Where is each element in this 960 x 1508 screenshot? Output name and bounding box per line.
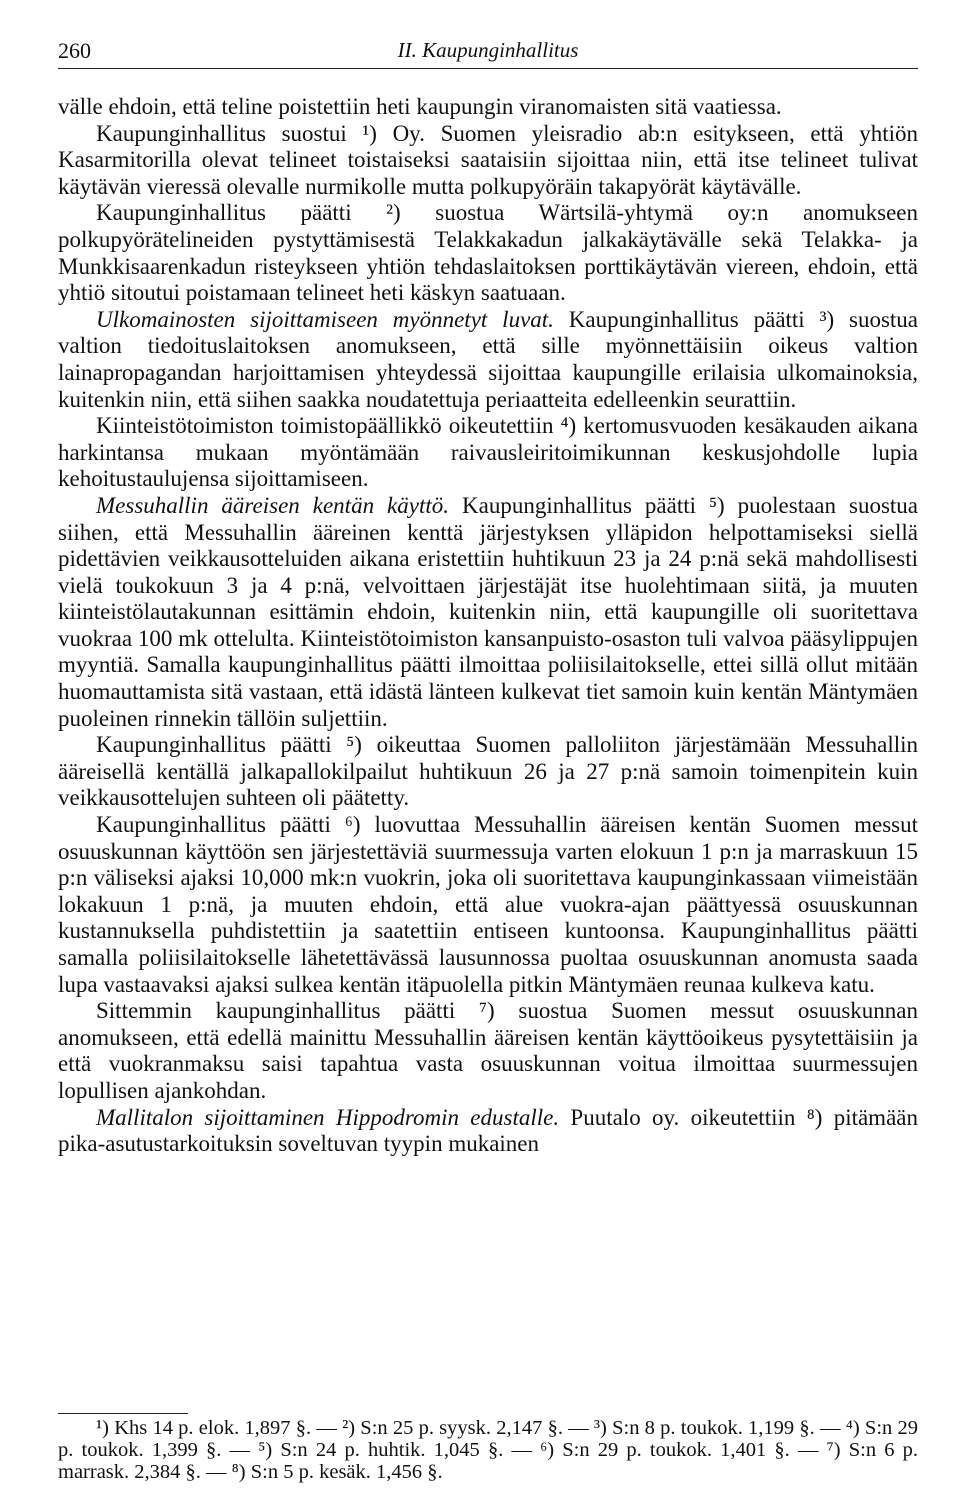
section-heading: Mallitalon sijoittaminen Hippodromin edustalle. bbox=[96, 1104, 560, 1130]
paragraph: Kaupunginhallitus päätti ⁶) luovuttaa Messuhallin ääreisen kentän Suomen messut osuuskunnan käyttöön sen järjestettäviä suurmessuja varten elokuun 1 p:n ja marraskuun 15 p:n väliseksi ajaksi 10,000 mk:n vuokrin, joka oli suoritettava kaupunginkassaan viimeistään lokakuun 1 p:nä, ja muuten ehdoin, että alue vuokra-ajan päättyessä osuuskunnan kustannuksella puhdistettiin ja saatettiin entiseen kuntoonsa. Kaupunginhallitus päätti samalla poliisilaitokselle lähetettävässä lausunnossa puoltaa osuuskunnan anomusta saada lupa vastaavaksi ajaksi sulkea kentän itäpuolella pitkin Mäntymäen reunaa kulkeva katu. bbox=[58, 812, 918, 997]
section-heading: Ulkomainosten sijoittamiseen myönnetyt luvat. bbox=[96, 306, 554, 332]
section-paragraph: Messuhallin ääreisen kentän käyttö. Kaupunginhallitus päätti ⁵) puolestaan suostua siihen, että Messuhallin ääreinen kenttä järjestyksen ylläpidon helpottamiseksi siellä pidettävien veikkausotteluiden aikana eristettiin huhtikuun 23 ja 24 p:nä sekä mahdollisesti vielä toukokuun 3 ja 4 p:nä, velvoittaen järjestäjät itse huolehtimaan siitä, ja muuten kiinteistölautakunnan esittämin ehdoin, kuitenkin niin, että kaupungille oli suoritettava vuokraa 100 mk ottelulta. Kiinteistötoimiston kansanpuisto-osaston tuli valvoa pääsylippujen myyntiä. Samalla kaupunginhallitus päätti ilmoittaa poliisilaitokselle, ettei sillä ollut mitään huomauttamista sitä vastaan, että idästä länteen kulkevat tiet samoin kuin kentän Mäntymäen puoleinen rinnekin tällöin suljettiin. bbox=[58, 492, 918, 731]
paragraph: Sittemmin kaupunginhallitus päätti ⁷) suostua Suomen messut osuuskunnan anomukseen, että edellä mainittu Messuhallin ääreisen kentän käyttöoikeus pysytettäisiin ja että vuokranmaksu saisi tapahtua vasta osuuskunnan voitua ilmoittaa suurmessujen lopullisen ajankohdan. bbox=[58, 998, 918, 1103]
paragraph: Kiinteistötoimiston toimistopäällikkö oikeutettiin ⁴) kertomusvuoden kesäkauden aikana harkintansa mukaan myöntämään raivausleiritoimikunnan keskusjohdolle lupia kehoitustaulujensa sijoittamiseen. bbox=[58, 413, 918, 492]
section-heading: Messuhallin ääreisen kentän käyttö. bbox=[96, 492, 450, 518]
body-text bbox=[58, 94, 918, 1158]
footnote-divider bbox=[58, 1413, 188, 1414]
page-header bbox=[58, 38, 918, 69]
page-number: 260 bbox=[58, 38, 91, 63]
section-paragraph: Ulkomainosten sijoittamiseen myönnetyt luvat. Kaupunginhallitus päätti ³) suostua valtion tiedoituslaitoksen anomukseen, että sille myönnettäisiin oikeus valtion lainapropagandan harjoittamisen yhteydessä sijoittaa kaupungille erilaisia ulkomainoksia, kuitenkin niin, että siihen saakka noudatettuja periaatteita edelleenkin seurattiin. bbox=[58, 306, 919, 412]
footnote-text: ¹) Khs 14 p. elok. 1,897 §. — ²) S:n 25 p. syysk. 2,147 §. — ³) S:n 8 p. toukok. 1,199 §. — ⁴) S:n 29 p. toukok. 1,399 §. — ⁵) S:n 24 p. huhtik. 1,045 §. — ⁶) S:n 29 p. toukok. 1,401 §. — ⁷) S:n 6 p. marrask. 2,384 §. — ⁸) S:n 5 p. kesäk. 1,456 §. bbox=[58, 1417, 918, 1483]
running-title: II. Kaupunginhallitus bbox=[397, 38, 579, 62]
section-paragraph: Mallitalon sijoittaminen Hippodromin edustalle. Puutalo oy. oikeutettiin ⁸) pitämään pika-asutustarkoituksin soveltuvan tyypin mukainen bbox=[58, 1104, 918, 1157]
footnotes bbox=[58, 1418, 918, 1483]
paragraph: Kaupunginhallitus suostui ¹) Oy. Suomen yleisradio ab:n esitykseen, että yhtiön Kasarmitorilla olevat telineet toistaiseksi saataisiin sijoittaa niin, että itse telineet tulivat käytävän vieressä olevalle nurmikolle mutta polkupyöräin takapyörät käytävälle. bbox=[58, 120, 918, 199]
paragraph: välle ehdoin, että teline poistettiin heti kaupungin viranomaisten sitä vaatiessa. bbox=[58, 94, 782, 119]
paragraph: Kaupunginhallitus päätti ²) suostua Wärtsilä-yhtymä oy:n anomukseen polkupyörätelineiden pystyttämisestä Telakkakadun jalkakäytävälle sekä Telakka- ja Munkkisaarenkadun risteykseen yhtiön tehdaslaitoksen porttikäytävän viereen, ehdoin, että yhtiö sitoutui poistamaan telineet heti käskyn saatuaan. bbox=[58, 200, 918, 306]
paragraph: Kaupunginhallitus päätti ⁵) oikeuttaa Suomen palloliiton järjestämään Messuhallin ääreisellä kentällä jalkapallokilpailut huhtikuun 26 ja 27 p:nä samoin toimenpitein kuin veikkausottelujen suhteen oli päätetty. bbox=[58, 732, 918, 811]
